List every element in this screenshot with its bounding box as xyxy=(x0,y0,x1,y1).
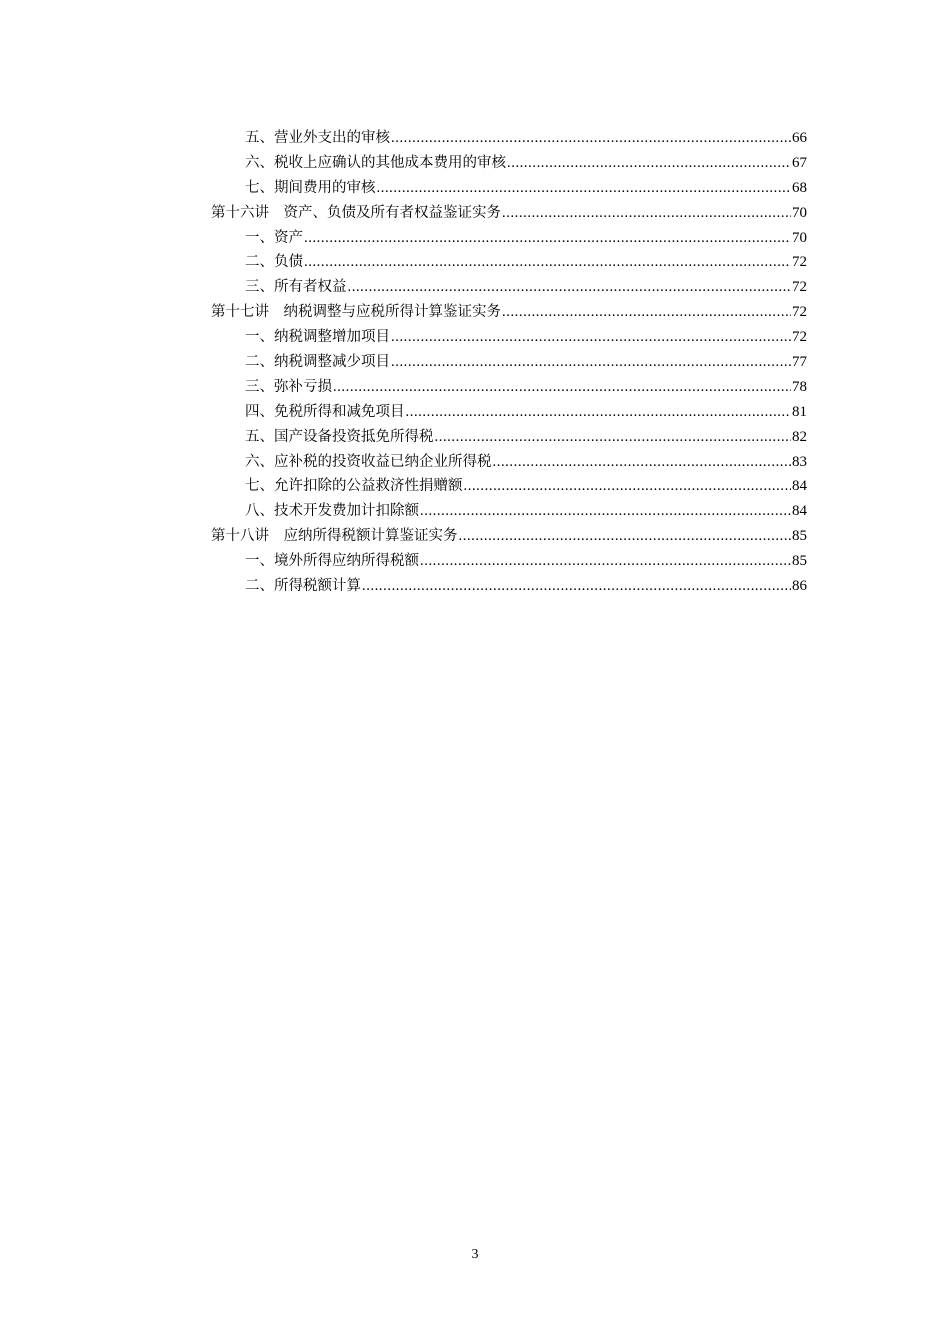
toc-entry-page: 72 xyxy=(792,329,807,346)
toc-entry[interactable] xyxy=(211,425,807,450)
toc-dot-leader xyxy=(391,350,791,375)
toc-dot-leader xyxy=(362,574,791,599)
toc-dot-leader xyxy=(493,450,792,475)
toc-entry[interactable] xyxy=(211,499,807,524)
toc-entry-title: 六、应补税的投资收益已纳企业所得税 xyxy=(245,453,492,470)
toc-entry-page: 84 xyxy=(792,478,807,495)
toc-entry-title: 五、国产设备投资抵免所得税 xyxy=(245,428,434,445)
toc-dot-leader xyxy=(333,375,791,400)
toc-entry-page: 84 xyxy=(792,503,807,520)
toc-chapter-entry[interactable] xyxy=(211,300,807,325)
toc-entry-page: 72 xyxy=(792,279,807,296)
toc-entry-page: 83 xyxy=(792,453,807,470)
toc-entry-page: 85 xyxy=(792,553,807,570)
toc-entry-page: 72 xyxy=(792,304,807,321)
toc-dot-leader xyxy=(507,151,791,176)
toc-entry[interactable] xyxy=(211,549,807,574)
toc-entry-page: 70 xyxy=(792,229,807,246)
toc-entry-title: 六、税收上应确认的其他成本费用的审核 xyxy=(245,154,506,171)
toc-entry[interactable] xyxy=(211,250,807,275)
toc-chapter-entry[interactable] xyxy=(211,201,807,226)
page-number: 3 xyxy=(471,1247,479,1262)
toc-entry[interactable] xyxy=(211,574,807,599)
toc-entry-page: 68 xyxy=(792,179,807,196)
toc-entry-title: 五、营业外支出的审核 xyxy=(245,130,390,146)
toc-entry[interactable] xyxy=(211,275,807,300)
toc-entry-title: 第十八讲 应纳所得税额计算鉴证实务 xyxy=(211,528,458,545)
toc-dot-leader xyxy=(502,300,791,325)
toc-dot-leader xyxy=(391,325,791,350)
toc-entry[interactable] xyxy=(211,474,807,499)
toc-entry-title: 七、期间费用的审核 xyxy=(245,179,376,196)
toc-dot-leader xyxy=(459,524,792,549)
toc-entry-title: 四、免税所得和减免项目 xyxy=(245,403,405,420)
toc-dot-leader xyxy=(377,176,792,201)
toc-entry-title: 二、纳税调整减少项目 xyxy=(245,354,390,371)
toc-entry[interactable] xyxy=(211,375,807,400)
toc-dot-leader xyxy=(435,425,792,450)
toc-entry-title: 第十六讲 资产、负债及所有者权益鉴证实务 xyxy=(211,204,501,221)
toc-entry-title: 一、纳税调整增加项目 xyxy=(245,329,390,346)
toc-chapter-entry[interactable] xyxy=(211,524,807,549)
toc-entry[interactable] xyxy=(211,450,807,475)
toc-entry[interactable] xyxy=(211,126,807,151)
toc-dot-leader xyxy=(420,499,791,524)
toc-dot-leader xyxy=(348,275,792,300)
toc-entry-title: 一、境外所得应纳所得税额 xyxy=(245,553,419,570)
toc-entry-page: 78 xyxy=(792,378,807,395)
toc-entry-title: 第十七讲 纳税调整与应税所得计算鉴证实务 xyxy=(211,304,501,321)
toc-entry[interactable] xyxy=(211,176,807,201)
toc-entry-page: 72 xyxy=(792,254,807,271)
toc-entry-title: 八、技术开发费加计扣除额 xyxy=(245,503,419,520)
toc-entry[interactable] xyxy=(211,400,807,425)
toc-entry-title: 二、所得税额计算 xyxy=(245,578,361,595)
toc-entry[interactable] xyxy=(211,325,807,350)
toc-entry-page: 77 xyxy=(792,354,807,371)
toc-entry[interactable] xyxy=(211,226,807,251)
toc-entry-title: 七、允许扣除的公益救济性捐赠额 xyxy=(245,478,463,495)
toc-entry[interactable] xyxy=(211,350,807,375)
toc-dot-leader xyxy=(420,549,791,574)
table-of-contents xyxy=(211,126,807,599)
toc-dot-leader xyxy=(304,226,791,251)
toc-entry-page: 86 xyxy=(792,578,807,595)
toc-dot-leader xyxy=(391,126,791,151)
toc-entry-title: 二、负债 xyxy=(245,254,303,271)
toc-entry-title: 一、资产 xyxy=(245,229,303,246)
toc-dot-leader xyxy=(304,250,791,275)
toc-dot-leader xyxy=(464,474,792,499)
toc-entry-title: 三、弥补亏损 xyxy=(245,378,332,395)
toc-entry-page: 85 xyxy=(792,528,807,545)
toc-entry[interactable] xyxy=(211,151,807,176)
toc-entry-title: 三、所有者权益 xyxy=(245,279,347,296)
toc-entry-page: 70 xyxy=(792,204,807,221)
toc-entry-page: 67 xyxy=(792,154,807,171)
toc-entry-page: 81 xyxy=(792,403,807,420)
toc-entry-page: 82 xyxy=(792,428,807,445)
toc-dot-leader xyxy=(406,400,792,425)
toc-dot-leader xyxy=(502,201,791,226)
toc-entry-page: 66 xyxy=(792,130,807,146)
